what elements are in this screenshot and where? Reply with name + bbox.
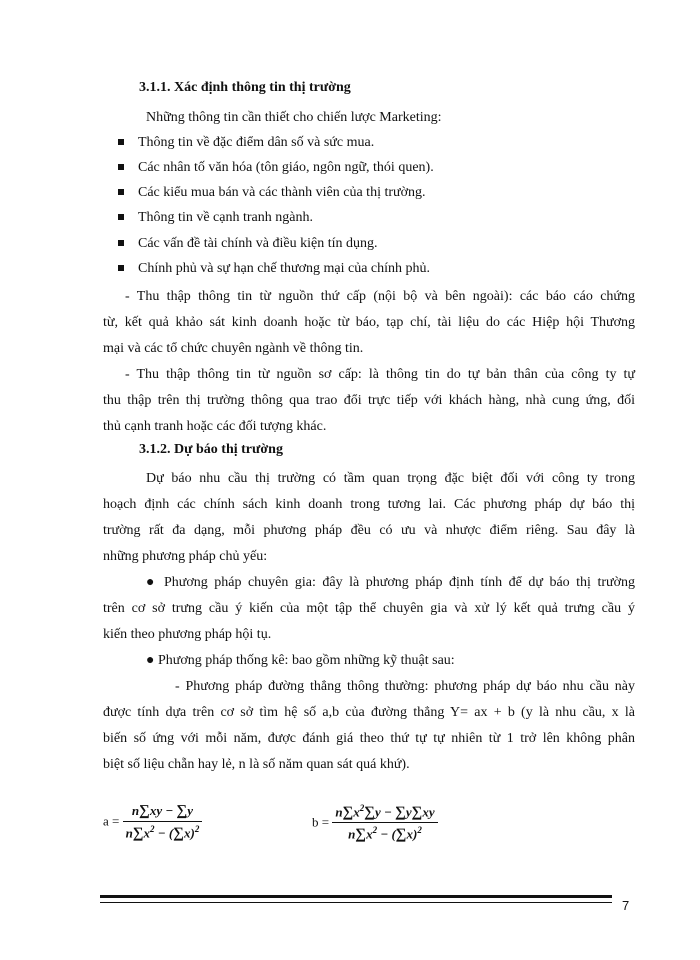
paragraph-line: thủ cạnh tranh hoặc các đối tượng khác. [103, 419, 327, 434]
paragraph-line: những phương pháp chủ yếu: [103, 549, 268, 564]
paragraph-line: ● Phương pháp chuyên gia: đây là phương pháp định tính để dự báo thị trường [146, 575, 635, 590]
formula-b-fraction: $\frac{n\sum x^2\sum y - \sum y\sum xy}{n\sum x^2 - (\sum x)^2}$ [332, 803, 437, 844]
page-number: 7 [622, 898, 630, 913]
paragraph-line: hoạch định các chính sách kinh doanh trong tương lai. Các phương pháp dự báo thị [103, 497, 635, 512]
paragraph-line: được tính dựa trên cơ sở tìm hệ số a,b của đường thẳng Y= ax + b (y là nhu cầu, x là [103, 705, 635, 720]
paragraph-line: mại và các tổ chức chuyên ngành về thông tin. [103, 341, 364, 356]
paragraph-line: Dự báo nhu cầu thị trường có tầm quan trọng đặc biệt đối với công ty trong [146, 471, 635, 486]
formula-b [312, 803, 438, 844]
section-heading-3-1-2: 3.1.2. Dự báo thị trường [139, 442, 283, 457]
paragraph-line: - Thu thập thông tin từ nguồn thứ cấp (nội bộ và bên ngoài): các báo cáo chứng [125, 289, 635, 304]
paragraph-line: biệt số liệu chẵn hay lẻ, n là số năm quan sát quá khứ). [103, 757, 410, 772]
paragraph-line: trường rất đa dạng, mỗi phương pháp đều có ưu và nhược điểm riêng. Sau đây là [103, 523, 635, 538]
formula-a-label: a = [103, 813, 120, 829]
paragraph-line: - Phương pháp đường thẳng thông thường: phương pháp dự báo nhu cầu này [175, 679, 635, 694]
bullet-item: Thông tin về cạnh tranh ngành. [118, 210, 313, 226]
bullet-item: Các kiểu mua bán và các thành viên của thị trường. [118, 185, 426, 201]
section-heading-3-1-1: 3.1.1. Xác định thông tin thị trường [139, 80, 351, 95]
paragraph-line: kiến theo phương pháp hội tụ. [103, 627, 272, 642]
bullet-item: Các vấn đề tài chính và điều kiện tín dụng. [118, 236, 378, 252]
intro-text: Những thông tin cần thiết cho chiến lược Marketing: [146, 110, 442, 125]
paragraph-line: ● Phương pháp thống kê: bao gồm những kỹ thuật sau: [146, 653, 455, 668]
paragraph-line: thu thập trên thị trường thông qua trao đổi trực tiếp với khách hàng, nhà cung ứng, đối [103, 393, 635, 408]
formula-a [103, 803, 202, 842]
square-bullet-icon [118, 139, 124, 145]
paragraph-line: trên cơ sở trưng cầu ý kiến của một tập thể chuyên gia và xử lý kết quả trưng cầu ý [103, 601, 635, 616]
square-bullet-icon [118, 189, 124, 195]
formula-b-label: b = [312, 814, 330, 830]
square-bullet-icon [118, 265, 124, 271]
formula-a-fraction: $\frac{n\sum xy - \sum y}{n\sum x^2 - (\sum x)^2}$ [123, 803, 203, 842]
paragraph-line: từ, kết quả khảo sát kinh doanh hoặc từ báo, tạp chí, tài liệu do các Hiệp hội Thương [103, 315, 635, 330]
square-bullet-icon [118, 240, 124, 246]
paragraph-line: - Thu thập thông tin từ nguồn sơ cấp: là thông tin do tự bản thân của công ty tự [125, 367, 635, 382]
paragraph-line: biến số ứng với mỗi năm, được đánh giá theo thứ tự tự nhiên từ 1 trở lên không phân [103, 731, 635, 746]
bullet-item: Thông tin về đặc điểm dân số và sức mua. [118, 135, 374, 151]
bullet-item: Các nhân tố văn hóa (tôn giáo, ngôn ngữ, thói quen). [118, 160, 434, 176]
square-bullet-icon [118, 164, 124, 170]
bullet-item: Chính phủ và sự hạn chế thương mại của chính phủ. [118, 261, 430, 277]
square-bullet-icon [118, 214, 124, 220]
footer-divider [100, 895, 612, 903]
